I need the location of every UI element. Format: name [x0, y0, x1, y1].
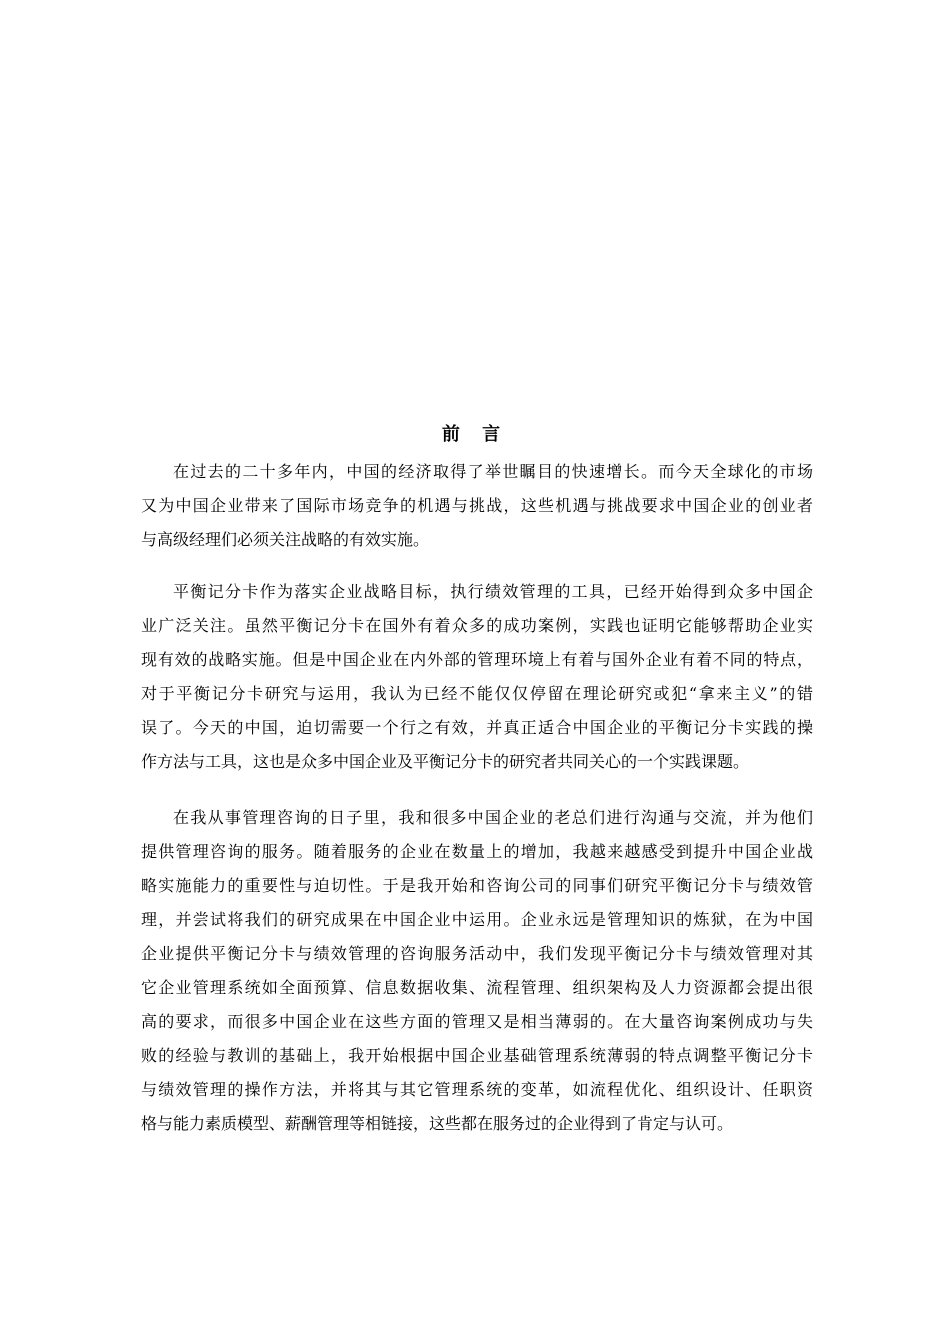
text-line: 误了。今天的中国，迫切需要一个行之有效，并真正适合中国企业的平衡记分卡实践的操: [141, 718, 813, 737]
text-line: 与绩效管理的操作方法，并将其与其它管理系统的变革，如流程优化、组织设计、任职资: [141, 1080, 813, 1099]
text-line: 在我从事管理咨询的日子里，我和很多中国企业的老总们进行沟通与交流，并为他们: [173, 808, 813, 827]
text-line: 作方法与工具，这也是众多中国企业及平衡记分卡的研究者共同关心的一个实践课题。: [141, 752, 750, 771]
page-title: 前 言: [441, 424, 509, 445]
paragraph-2: [141, 575, 813, 779]
text-line: 在过去的二十多年内，中国的经济取得了举世瞩目的快速增长。而今天全球化的市场: [173, 462, 813, 481]
text-line: 败的经验与教训的基础上，我开始根据中国企业基础管理系统薄弱的特点调整平衡记分卡: [141, 1046, 813, 1065]
text-line: 与高级经理们必须关注战略的有效实施。: [141, 530, 430, 549]
text-line: 平衡记分卡作为落实企业战略目标，执行绩效管理的工具，已经开始得到众多中国企: [173, 582, 813, 601]
text-line: 格与能力素质模型、薪酬管理等相链接，这些都在服务过的企业得到了肯定与认可。: [141, 1114, 734, 1133]
text-line: 业广泛关注。虽然平衡记分卡在国外有着众多的成功案例，实践也证明它能够帮助企业实: [141, 616, 813, 635]
text-line: 现有效的战略实施。但是中国企业在内外部的管理环境上有着与国外企业有着不同的特点，: [141, 650, 813, 669]
text-line: 它企业管理系统如全面预算、信息数据收集、流程管理、组织架构及人力资源都会提出很: [141, 978, 813, 997]
text-line: 略实施能力的重要性与迫切性。于是我开始和咨询公司的同事们研究平衡记分卡与绩效管: [141, 876, 813, 895]
text-line: 提供管理咨询的服务。随着服务的企业在数量上的增加，我越来越感受到提升中国企业战: [141, 842, 813, 861]
text-line: 理，并尝试将我们的研究成果在中国企业中运用。企业永远是管理知识的炼狱，在为中国: [141, 910, 813, 929]
text-line: 高的要求，而很多中国企业在这些方面的管理又是相当薄弱的。在大量咨询案例成功与失: [141, 1012, 813, 1031]
text-line: 企业提供平衡记分卡与绩效管理的咨询服务活动中，我们发现平衡记分卡与绩效管理对其: [141, 944, 813, 963]
text-line: 又为中国企业带来了国际市场竞争的机遇与挑战，这些机遇与挑战要求中国企业的创业者: [141, 496, 813, 515]
text-line: 对于平衡记分卡研究与运用，我认为已经不能仅仅停留在理论研究或犯“拿来主义”的错: [141, 684, 813, 703]
paragraph-3: [141, 801, 813, 1141]
paragraph-1: [141, 455, 813, 557]
